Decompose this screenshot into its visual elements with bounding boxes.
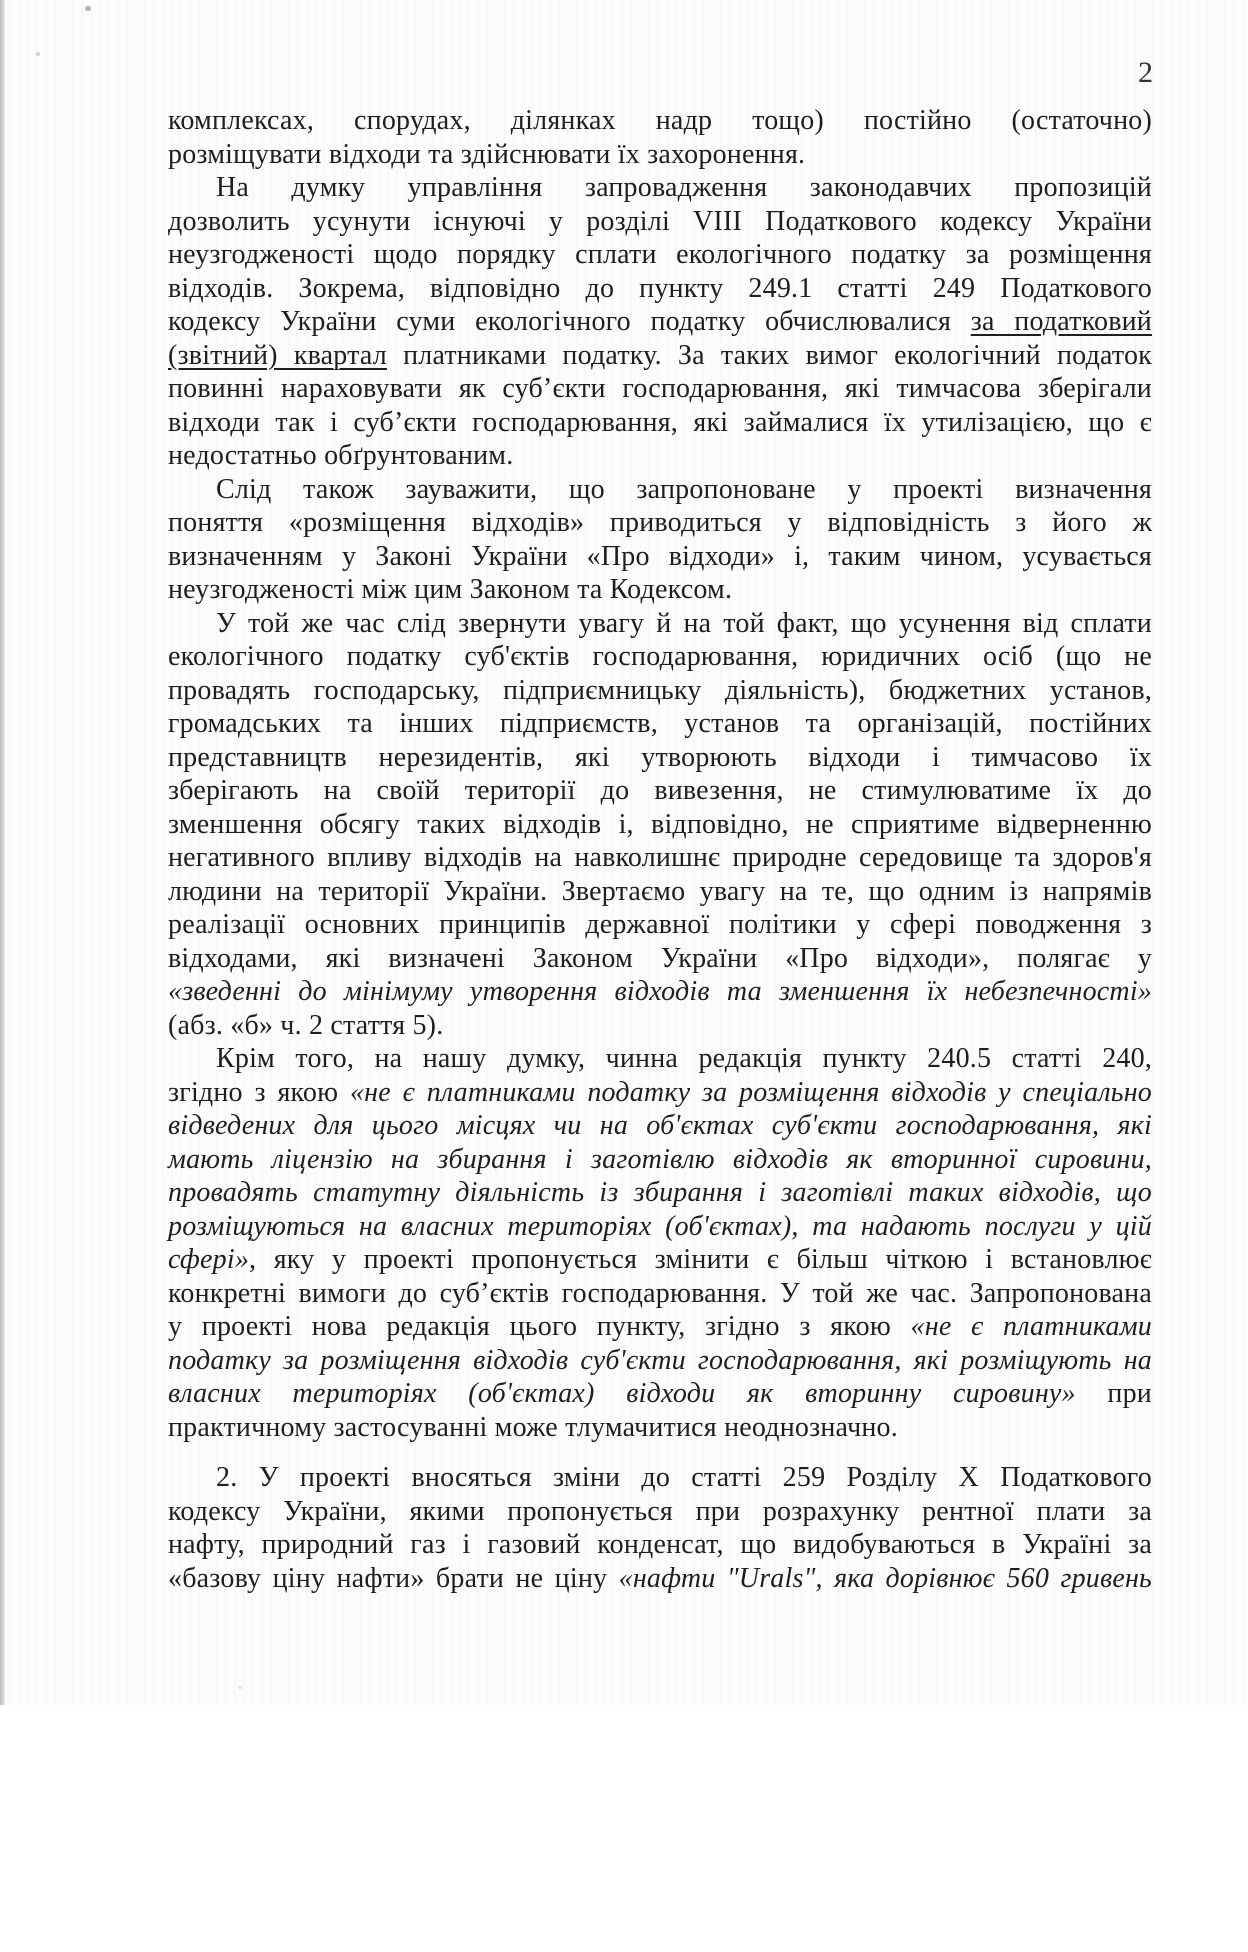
quoted-italic-text: провадять статутну діяльність із збирання і заготівлі таких відходів, що	[168, 1177, 1152, 1208]
quoted-italic-text: власних територіях (об'єктах) відходи як вторинну сировину»	[168, 1378, 1076, 1409]
text-line	[168, 975, 1152, 1009]
body-text: громадських та інших підприємств, установ та організацій, постійних	[168, 708, 1152, 739]
body-text: платниками податку. За таких вимог екологічний податок	[386, 339, 1152, 371]
body-text: відходів. Зокрема, відповідно до пункту 249.1 статті 249 Податкового	[168, 272, 1152, 304]
body-text: негативного впливу відходів на навколишнє природне середовище та здоров'я	[168, 842, 1152, 873]
quoted-italic-text: «нафти "Urals", яка дорівнює 560 гривень	[618, 1562, 1152, 1594]
body-text: 2. У проекті вносяться зміни до статті 259 Розділу Х Податкового	[216, 1462, 1152, 1493]
text-line	[168, 540, 1152, 574]
quoted-italic-text: розміщуються на власних територіях (об'єктах), та надають послуги у цій	[168, 1210, 1152, 1242]
text-line	[168, 1042, 1152, 1076]
body-text: нафту, природний газ і газовий конденсат, що видобуваються в Україні за	[168, 1529, 1152, 1560]
text-line	[168, 1109, 1152, 1143]
text-line	[168, 171, 1152, 205]
body-text: у проекті нова редакція цього пункту, згідно з якою	[168, 1311, 911, 1342]
text-line	[168, 1076, 1152, 1110]
body-text: дозволить усунути існуючі у розділі VIII Податкового кодексу України	[168, 205, 1152, 237]
text-line	[168, 573, 1152, 607]
scan-edge-artifact	[0, 0, 5, 1705]
document-body	[168, 104, 1152, 1595]
page-number: 2	[1138, 56, 1153, 89]
text-line	[168, 741, 1152, 775]
body-text: «базову ціну нафти» брати не ціну	[168, 1562, 619, 1594]
text-line	[168, 1562, 1152, 1596]
body-text: розміщувати відходи та здійснювати їх захоронення.	[168, 138, 806, 170]
text-line	[168, 238, 1152, 272]
text-line	[168, 104, 1152, 138]
body-text: визначенням у Законі України «Про відходи» і, таким чином, усувається	[168, 540, 1152, 572]
scan-speck	[238, 1686, 242, 1689]
text-line	[168, 875, 1152, 909]
text-line	[168, 908, 1152, 942]
body-text: У той же час слід звернути увагу й на той факт, що усунення від сплати	[216, 607, 1152, 639]
text-line	[168, 674, 1152, 708]
body-text: комплексах, спорудах, ділянках надр тощо) постійно (остаточно)	[168, 105, 1152, 136]
text-line	[168, 406, 1152, 440]
text-line	[168, 305, 1152, 339]
body-text: людини на території України. Звертаємо увагу на те, що одним із напрямів	[168, 875, 1152, 907]
underlined-text: за податковий	[970, 306, 1152, 337]
text-line	[168, 473, 1152, 507]
text-line	[168, 1377, 1152, 1411]
text-line	[168, 1310, 1152, 1344]
quoted-italic-text: «зведенні до мінімуму утворення відходів та зменшення їх небезпечності»	[168, 976, 1152, 1007]
quoted-italic-text: податку за розміщення відходів суб'єкти господарювання, які розміщують на	[168, 1344, 1152, 1376]
body-text: зберігають на своїй території до вивезення, не стимулюватиме їх до	[168, 775, 1152, 806]
quoted-italic-text: відведених для цього місцях чи на об'єктах суб'єкти господарювання, які	[168, 1110, 1152, 1141]
body-text: відходи так і суб’єкти господарювання, які займалися їх утилізацією, що є	[168, 406, 1152, 438]
text-line	[168, 1344, 1152, 1378]
text-line	[168, 1461, 1152, 1495]
body-text: кодексу України суми екологічного податку обчислювалися	[168, 306, 971, 337]
body-text: при	[1075, 1378, 1152, 1409]
body-text: поняття «розміщення відходів» приводиться у відповідність з його ж	[168, 507, 1152, 538]
text-line	[168, 942, 1152, 976]
quoted-italic-text: «не є платниками	[910, 1311, 1152, 1342]
text-line	[168, 1176, 1152, 1210]
body-text: конкретні вимоги до суб’єктів господарювання. У той же час. Запропонована	[168, 1277, 1152, 1309]
text-line	[168, 439, 1152, 473]
body-text: практичному застосуванні може тлумачитися неоднозначно.	[168, 1411, 898, 1443]
text-line	[168, 1495, 1152, 1529]
body-text: повинні нараховувати як суб’єкти господарювання, які тимчасова зберігали	[168, 373, 1152, 404]
quoted-italic-text: «не є платниками податку за розміщення відходів у спеціально	[349, 1076, 1152, 1108]
text-line	[168, 372, 1152, 406]
text-line	[168, 205, 1152, 239]
body-text: (абз. «б» ч. 2 стаття 5).	[168, 1009, 444, 1041]
body-text: Крім того, на нашу думку, чинна редакція пункту 240.5 статті 240,	[216, 1043, 1152, 1074]
body-text: неузгодженості між цим Законом та Кодексом.	[168, 574, 733, 605]
body-text: яку у проекті пропонується змінити є більш чіткою і встановлює	[256, 1244, 1152, 1275]
text-line	[168, 1411, 1152, 1445]
body-text: представництв нерезидентів, які утворюють відходи і тимчасово їх	[168, 741, 1152, 773]
text-line	[168, 607, 1152, 641]
text-line	[168, 506, 1152, 540]
text-line	[168, 1143, 1152, 1177]
body-text: На думку управління запровадження законодавчих пропозицій	[216, 172, 1152, 203]
body-text: відходами, які визначені Законом України «Про відходи», полягає у	[168, 942, 1152, 974]
quoted-italic-text: сфері»,	[168, 1244, 257, 1275]
body-text: екологічного податку суб'єктів господарювання, юридичних осіб (що не	[168, 641, 1152, 672]
text-line	[168, 808, 1152, 842]
text-line	[168, 774, 1152, 808]
body-text: недостатньо обґрунтованим.	[168, 440, 514, 471]
body-text: кодексу України, якими пропонується при розрахунку рентної плати за	[168, 1495, 1152, 1527]
text-line	[168, 138, 1152, 172]
text-line	[168, 640, 1152, 674]
body-text: Слід також зауважити, що запропоноване у проекті визначення	[216, 473, 1152, 505]
body-text: реалізації основних принципів державної політики у сфері поводження з	[168, 909, 1152, 940]
text-line	[168, 841, 1152, 875]
body-text: згідно з якою	[168, 1076, 350, 1108]
text-line	[168, 1210, 1152, 1244]
text-line	[168, 339, 1152, 373]
text-line	[168, 707, 1152, 741]
body-text: неузгодженості щодо порядку сплати екологічного податку за розміщення	[168, 239, 1152, 270]
text-line	[168, 1009, 1152, 1043]
text-line	[168, 1528, 1152, 1562]
text-line	[168, 1277, 1152, 1311]
scan-speck	[85, 6, 91, 11]
body-text: зменшення обсягу таких відходів і, відповідно, не сприятиме відверненню	[168, 808, 1152, 840]
text-line	[168, 1243, 1152, 1277]
underlined-text: (звітний) квартал	[168, 339, 387, 371]
quoted-italic-text: мають ліцензію на збирання і заготівлю відходів як вторинної сировини,	[168, 1143, 1152, 1175]
scan-speck	[36, 52, 40, 56]
body-text: провадять господарську, підприємницьку діяльність), бюджетних установ,	[168, 674, 1152, 706]
text-line	[168, 272, 1152, 306]
